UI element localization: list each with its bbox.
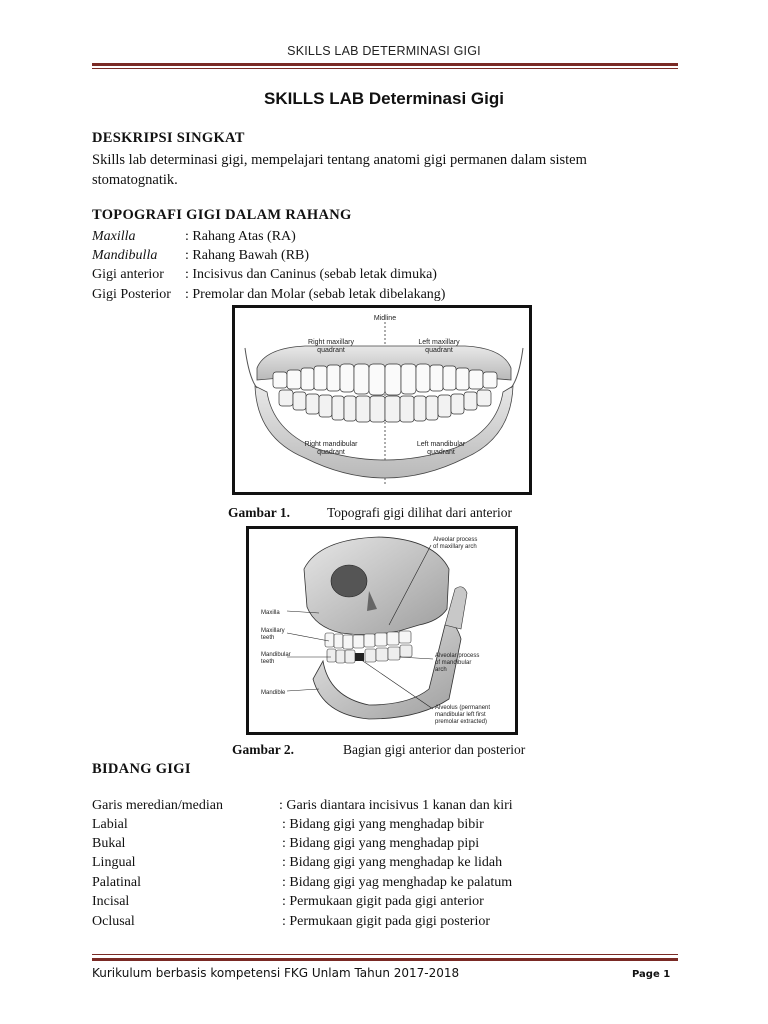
bidang-heading: BIDANG GIGI [92, 761, 191, 777]
bidang-def: : Permukaan gigit pada gigi anterior [282, 894, 484, 909]
label-left-mandibular: Left mandibular [416, 441, 466, 448]
topografi-row [0, 285, 768, 305]
label-maxillary-teeth-2: teeth [261, 635, 275, 641]
bidang-row [0, 834, 768, 854]
figure-1-caption-text: Topografi gigi dilihat dari anterior [327, 505, 512, 520]
topografi-row [0, 246, 768, 266]
bidang-row [0, 796, 768, 816]
topografi-row [0, 227, 768, 247]
bidang-term: Bukal [92, 836, 126, 851]
bidang-def: : Bidang gigi yang menghadap bibir [282, 817, 484, 832]
label-alveolar-mandibular-2: of mandibular [435, 660, 472, 666]
label-left-maxillary: Left maxillary [418, 339, 460, 346]
bidang-term: Palatinal [92, 875, 141, 890]
label-left-mandibular-2: quadrant [427, 449, 455, 456]
label-alveolar-maxillary-2: of maxillary arch [433, 544, 477, 550]
bidang-row [0, 912, 768, 932]
footer-rule-thin [92, 954, 678, 955]
topografi-heading: TOPOGRAFI GIGI DALAM RAHANG [92, 207, 352, 223]
figure-2-caption-text: Bagian gigi anterior dan posterior [343, 742, 526, 757]
topografi-term: Maxilla [92, 229, 136, 244]
topografi-def: : Premolar dan Molar (sebab letak dibelakang) [185, 287, 446, 302]
bidang-def: : Garis diantara incisivus 1 kanan dan kiri [279, 798, 513, 813]
bidang-term: Labial [92, 817, 128, 832]
deskripsi-line-1: Skills lab determinasi gigi, mempelajari tentang anatomi gigi permanen dalam sistem [92, 152, 587, 168]
figure-1-caption-label: Gambar 1. [228, 505, 291, 520]
label-left-maxillary-2: quadrant [425, 347, 453, 354]
bidang-term: Garis meredian/median [92, 798, 224, 813]
bidang-term: Oclusal [92, 914, 135, 929]
label-maxillary-teeth: Maxillary [261, 628, 285, 634]
label-alveolar-mandibular: Alveolar process [435, 653, 480, 659]
bidang-def: : Bidang gigi yag menghadap ke palatum [282, 875, 513, 890]
bidang-def: : Permukaan gigit pada gigi posterior [282, 914, 491, 929]
bidang-term: Lingual [92, 855, 136, 870]
label-mandible: Mandible [261, 690, 286, 696]
bidang-term: Incisal [92, 894, 130, 909]
topografi-def: : Incisivus dan Caninus (sebab letak dimuka) [185, 267, 437, 282]
footer-text: Kurikulum berbasis kompetensi FKG Unlam Tahun 2017-2018 [92, 966, 460, 980]
label-mandibular-teeth: Mandibular [261, 652, 291, 658]
bidang-row [0, 873, 768, 893]
deskripsi-heading: DESKRIPSI SINGKAT [92, 130, 245, 146]
topografi-row [0, 265, 768, 285]
label-alveolus: Alveolus (permanent [435, 705, 491, 711]
header-rule-thin [92, 68, 678, 69]
label-right-maxillary: Right maxillary [308, 339, 354, 346]
label-midline: Midline [373, 315, 397, 322]
figure-2-caption [232, 742, 294, 758]
footer-rule-thick [92, 958, 678, 961]
label-right-mandibular: Right mandibular [304, 441, 358, 448]
deskripsi-line-2: stomatognatik. [92, 172, 178, 188]
header-rule-thick [92, 63, 678, 66]
figure-1-caption [228, 505, 290, 521]
running-header: SKILLS LAB DETERMINASI GIGI [287, 44, 481, 58]
topografi-term: Gigi anterior [92, 267, 164, 282]
label-right-maxillary-2: quadrant [317, 347, 345, 354]
bidang-def: : Bidang gigi yang menghadap ke lidah [282, 855, 503, 870]
label-alveolus-3: premolar extracted) [435, 719, 488, 725]
page-title: SKILLS LAB Determinasi Gigi [264, 89, 504, 108]
label-mandibular-teeth-2: teeth [261, 659, 275, 665]
label-alveolar-mandibular-3: arch [435, 667, 447, 673]
topografi-term: Mandibulla [92, 248, 158, 263]
figure-2-caption-label: Gambar 2. [232, 742, 295, 757]
jaw-anterior-illustration [235, 308, 529, 492]
skull-lateral-illustration [249, 529, 515, 732]
bidang-def: : Bidang gigi yang menghadap pipi [282, 836, 480, 851]
bidang-row [0, 892, 768, 912]
label-right-mandibular-2: quadrant [317, 449, 345, 456]
topografi-def: : Rahang Atas (RA) [185, 229, 296, 244]
page-number: Page 1 [632, 969, 671, 980]
figure-1-jaw-anterior [232, 305, 532, 495]
figure-2-skull-lateral [246, 526, 518, 735]
label-alveolus-2: mandibular left first [435, 712, 486, 718]
bidang-row [0, 853, 768, 873]
label-maxilla: Maxilla [261, 610, 280, 616]
topografi-def: : Rahang Bawah (RB) [185, 248, 310, 263]
bidang-row [0, 815, 768, 835]
topografi-term: Gigi Posterior [92, 287, 171, 302]
label-alveolar-maxillary: Alveolar process [433, 537, 478, 543]
